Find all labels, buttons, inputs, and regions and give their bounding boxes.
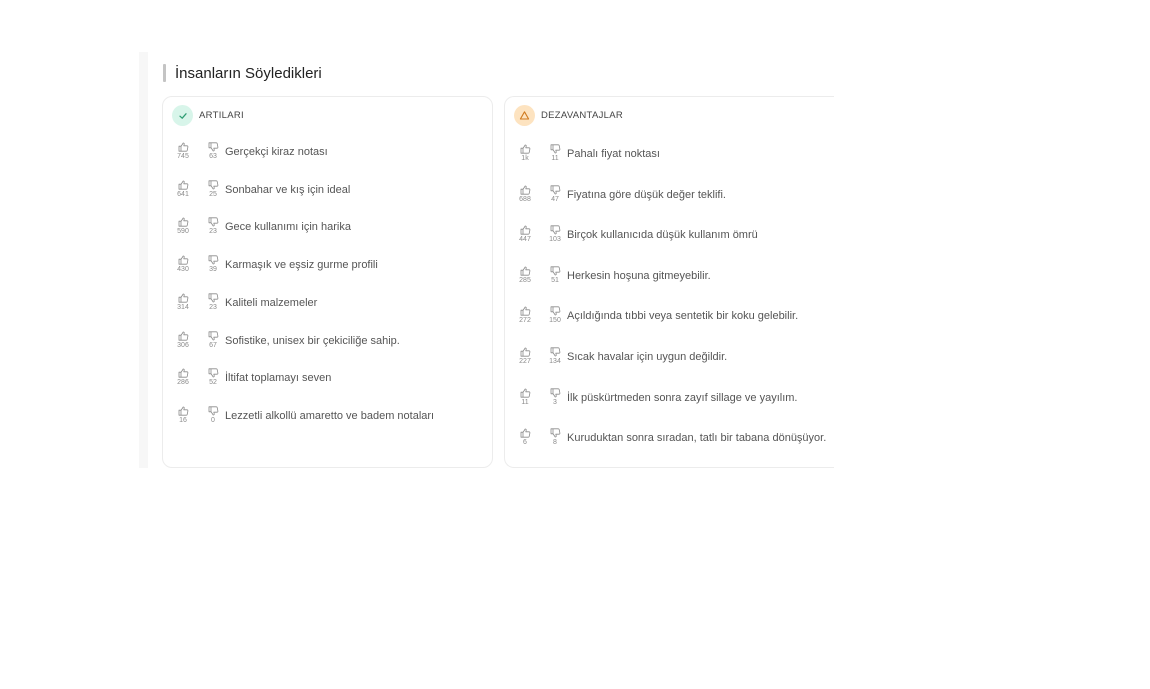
cons-label: DEZAVANTAJLAR	[541, 110, 624, 121]
pros-header	[172, 105, 244, 126]
upvote-count: 641	[177, 190, 189, 198]
thumbs-up-icon	[515, 306, 535, 316]
cons-header	[514, 105, 623, 126]
cons-card	[504, 96, 834, 468]
thumbs-up-icon	[173, 368, 193, 378]
review-text: Fiyatına göre düşük değer teklifi.	[567, 188, 726, 201]
upvote-count: 590	[177, 228, 189, 236]
pros-label: ARTILARI	[199, 110, 244, 121]
downvote-count: 103	[549, 236, 561, 244]
upvote-count: 447	[519, 236, 531, 244]
upvote-button[interactable]	[515, 428, 535, 447]
downvote-count: 51	[551, 276, 559, 284]
thumbs-down-icon	[203, 331, 223, 341]
upvote-button[interactable]	[173, 142, 193, 161]
upvote-count: 286	[177, 379, 189, 387]
downvote-button[interactable]	[545, 266, 565, 285]
upvote-count: 306	[177, 341, 189, 349]
thumbs-down-icon	[545, 388, 565, 398]
thumbs-down-icon	[203, 368, 223, 378]
downvote-count: 39	[209, 266, 217, 274]
list-item	[505, 266, 834, 296]
upvote-count: 272	[519, 317, 531, 325]
thumbs-up-icon	[515, 428, 535, 438]
review-text: Gerçekçi kiraz notası	[225, 146, 328, 158]
list-item	[163, 331, 492, 361]
list-item	[163, 406, 492, 436]
downvote-button[interactable]	[203, 180, 223, 199]
list-item	[163, 368, 492, 398]
downvote-button[interactable]	[545, 185, 565, 204]
downvote-count: 47	[551, 195, 559, 203]
upvote-button[interactable]	[515, 388, 535, 407]
upvote-count: 314	[177, 303, 189, 311]
downvote-count: 52	[209, 379, 217, 387]
thumbs-up-icon	[173, 142, 193, 152]
list-item	[163, 180, 492, 210]
upvote-button[interactable]	[173, 255, 193, 274]
title-accent-bar	[163, 64, 166, 82]
list-item	[505, 144, 834, 174]
thumbs-down-icon	[203, 180, 223, 190]
upvote-count: 11	[521, 398, 529, 406]
upvote-button[interactable]	[515, 225, 535, 244]
section-title: İnsanların Söyledikleri	[175, 64, 322, 82]
review-text: Birçok kullanıcıda düşük kullanım ömrü	[567, 229, 758, 242]
downvote-count: 63	[209, 153, 217, 160]
downvote-button[interactable]	[545, 144, 565, 163]
thumbs-up-icon	[515, 144, 535, 154]
review-text: Sofistike, unisex bir çekiciliğe sahip.	[225, 334, 400, 347]
list-item	[163, 217, 492, 247]
review-text: İltifat toplamayı seven	[225, 372, 332, 385]
upvote-button[interactable]	[173, 217, 193, 236]
upvote-button[interactable]	[173, 406, 193, 425]
list-item	[505, 185, 834, 215]
review-text: İlk püskürtmeden sonra zayıf sillage ve yayılım.	[567, 391, 798, 404]
thumbs-down-icon	[545, 225, 565, 235]
review-text: Karmaşık ve eşsiz gurme profili	[225, 259, 378, 272]
thumbs-up-icon	[515, 388, 535, 398]
review-text: Sonbahar ve kış için ideal	[225, 183, 351, 196]
downvote-count: 134	[549, 358, 561, 365]
review-text: Sıcak havalar için uygun değildir.	[567, 351, 728, 363]
downvote-count: 11	[551, 155, 559, 162]
upvote-count: 285	[519, 276, 531, 284]
upvote-button[interactable]	[173, 368, 193, 387]
thumbs-up-icon	[173, 255, 193, 265]
thumbs-up-icon	[173, 217, 193, 227]
upvote-button[interactable]	[173, 180, 193, 199]
list-item	[163, 255, 492, 285]
downvote-count: 67	[209, 341, 217, 349]
downvote-button[interactable]	[545, 225, 565, 244]
list-item	[505, 388, 834, 418]
downvote-count: 23	[209, 303, 217, 311]
upvote-button[interactable]	[515, 266, 535, 285]
upvote-button[interactable]	[173, 293, 193, 312]
side-strip	[139, 52, 148, 468]
list-item	[505, 306, 834, 336]
pros-card	[162, 96, 493, 468]
downvote-button[interactable]	[203, 331, 223, 350]
upvote-count: 745	[177, 153, 189, 160]
downvote-count: 0	[211, 416, 215, 424]
thumbs-down-icon	[545, 144, 565, 154]
downvote-count: 8	[553, 439, 557, 447]
list-item	[163, 142, 492, 172]
upvote-count: 6	[523, 439, 527, 447]
downvote-count: 150	[549, 317, 561, 325]
section-header	[162, 58, 834, 88]
upvote-count: 1k	[521, 155, 529, 162]
reviews-section	[162, 58, 834, 447]
thumbs-up-icon	[515, 266, 535, 276]
downvote-button[interactable]	[203, 293, 223, 312]
upvote-count: 430	[177, 266, 189, 274]
upvote-button[interactable]	[515, 144, 535, 163]
thumbs-down-icon	[203, 217, 223, 227]
review-text: Gece kullanımı için harika	[225, 221, 351, 234]
list-item	[505, 347, 834, 377]
check-icon	[172, 105, 193, 126]
upvote-button[interactable]	[515, 347, 535, 366]
list-item	[505, 225, 834, 255]
list-item	[505, 428, 834, 458]
thumbs-down-icon	[203, 293, 223, 303]
review-text: Açıldığında tıbbi veya sentetik bir koku gelebilir.	[567, 310, 799, 323]
thumbs-up-icon	[515, 225, 535, 235]
review-text: Lezzetli alkollü amaretto ve badem notaları	[225, 409, 435, 422]
warning-icon	[514, 105, 535, 126]
downvote-button[interactable]	[203, 255, 223, 274]
review-text: Kaliteli malzemeler	[225, 296, 318, 309]
downvote-button[interactable]	[545, 347, 565, 366]
downvote-button[interactable]	[203, 368, 223, 387]
downvote-count: 3	[553, 398, 557, 406]
review-text: Pahalı fiyat noktası	[567, 148, 660, 160]
upvote-button[interactable]	[515, 306, 535, 325]
thumbs-up-icon	[173, 331, 193, 341]
thumbs-up-icon	[515, 185, 535, 195]
thumbs-down-icon	[203, 406, 223, 416]
thumbs-down-icon	[545, 306, 565, 316]
downvote-count: 23	[209, 228, 217, 236]
downvote-button[interactable]	[545, 428, 565, 447]
upvote-count: 688	[519, 195, 531, 203]
downvote-button[interactable]	[203, 217, 223, 236]
thumbs-down-icon	[545, 185, 565, 195]
thumbs-up-icon	[173, 180, 193, 190]
downvote-button[interactable]	[545, 306, 565, 325]
downvote-count: 25	[209, 190, 217, 198]
list-item	[163, 293, 492, 323]
upvote-count: 227	[519, 358, 531, 365]
thumbs-down-icon	[203, 255, 223, 265]
review-text: Herkesin hoşuna gitmeyebilir.	[567, 269, 711, 282]
downvote-button[interactable]	[545, 388, 565, 407]
upvote-count: 16	[179, 416, 187, 424]
thumbs-up-icon	[173, 406, 193, 416]
thumbs-down-icon	[545, 347, 565, 357]
thumbs-down-icon	[545, 428, 565, 438]
upvote-button[interactable]	[515, 185, 535, 204]
thumbs-down-icon	[545, 266, 565, 276]
downvote-button[interactable]	[203, 406, 223, 425]
thumbs-up-icon	[515, 347, 535, 357]
review-text: Kuruduktan sonra sıradan, tatlı bir tabana dönüşüyor.	[567, 432, 827, 445]
thumbs-down-icon	[203, 142, 223, 152]
downvote-button[interactable]	[203, 142, 223, 161]
upvote-button[interactable]	[173, 331, 193, 350]
thumbs-up-icon	[173, 293, 193, 303]
